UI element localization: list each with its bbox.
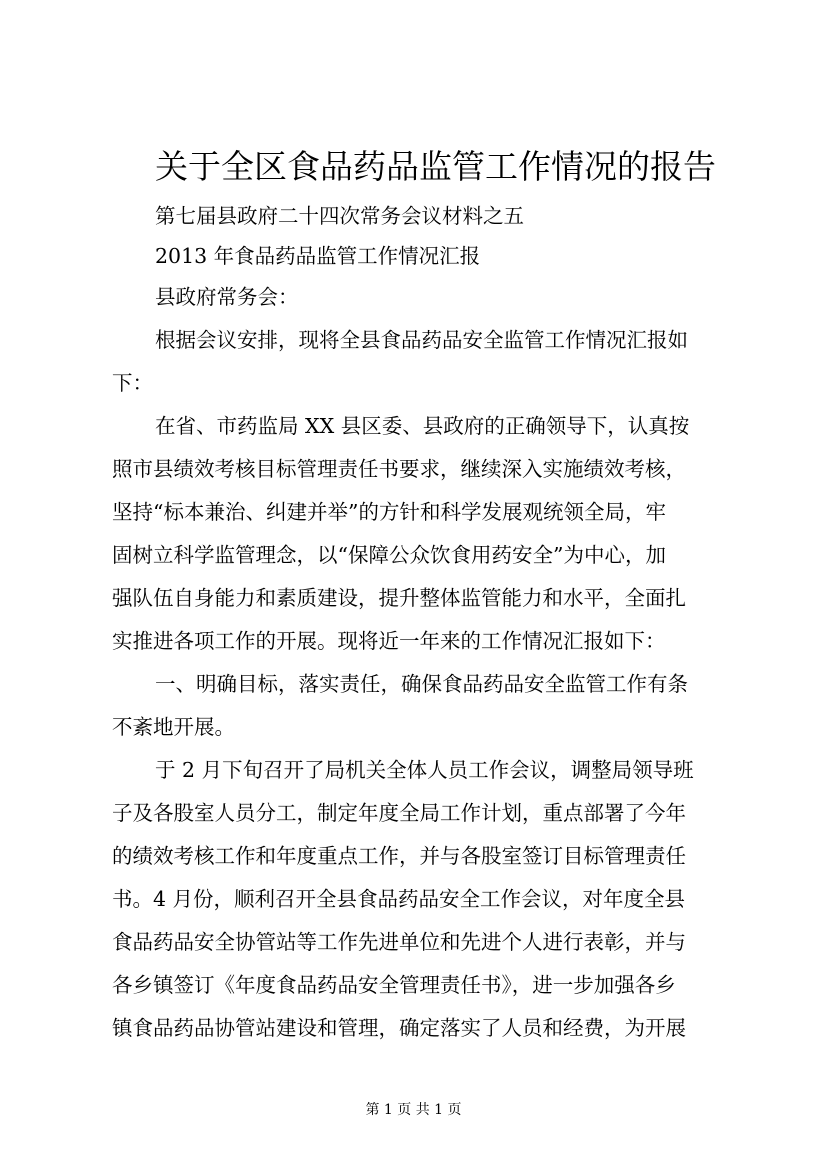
paragraph-line: 强队伍自身能力和素质建设，提升整体监管能力和水平，全面扎 (112, 586, 686, 610)
paragraph-line: 实推进各项工作的开展。现将近一年来的工作情况汇报如下： (112, 629, 666, 653)
paragraph-line: 固树立科学监管理念，以“保障公众饮食用药安全”为中心，加 (112, 543, 666, 567)
paragraph-line: 食品药品安全协管站等工作先进单位和先进个人进行表彰，并与 (112, 930, 686, 954)
section-heading-line: 不紊地开展。 (112, 715, 235, 739)
paragraph-line: 各乡镇签订《年度食品药品安全管理责任书》，进一步加强各乡 (112, 973, 676, 997)
paragraph-line: 书。4 月份，顺利召开全县食品药品安全工作会议，对年度全县 (112, 887, 686, 911)
paragraph-line: 于 2 月下旬召开了局机关全体人员工作会议，调整局领导班 (155, 758, 694, 782)
document-title: 关于全区食品药品监管工作情况的报告 (155, 147, 716, 186)
paragraph-line: 照市县绩效考核目标管理责任书要求，继续深入实施绩效考核， (112, 457, 686, 481)
paragraph-line: 镇食品药品协管站建设和管理，确定落实了人员和经费，为开展 (112, 1016, 686, 1040)
paragraph-line: 根据会议安排，现将全县食品药品安全监管工作情况汇报如 (155, 328, 688, 352)
paragraph-line: 在省、市药监局 XX 县区委、县政府的正确领导下，认真按 (155, 414, 690, 438)
paragraph-line: 坚持“标本兼治、纠建并举”的方针和科学发展观统领全局，牢 (112, 500, 666, 524)
report-subtitle-line: 2013 年食品药品监管工作情况汇报 (155, 244, 481, 268)
page-footer: 第 1 页 共 1 页 (365, 1102, 462, 1118)
meeting-material-line: 第七届县政府二十四次常务会议材料之五 (155, 204, 524, 228)
paragraph-line: 下： (112, 371, 153, 395)
paragraph-line: 子及各股室人员分工，制定年度全局工作计划，重点部署了今年 (112, 801, 686, 825)
paragraph-line: 的绩效考核工作和年度重点工作，并与各股室签订目标管理责任 (112, 844, 686, 868)
section-heading-line: 一、明确目标，落实责任，确保食品药品安全监管工作有条 (155, 672, 688, 696)
salutation-line: 县政府常务会： (155, 285, 299, 309)
